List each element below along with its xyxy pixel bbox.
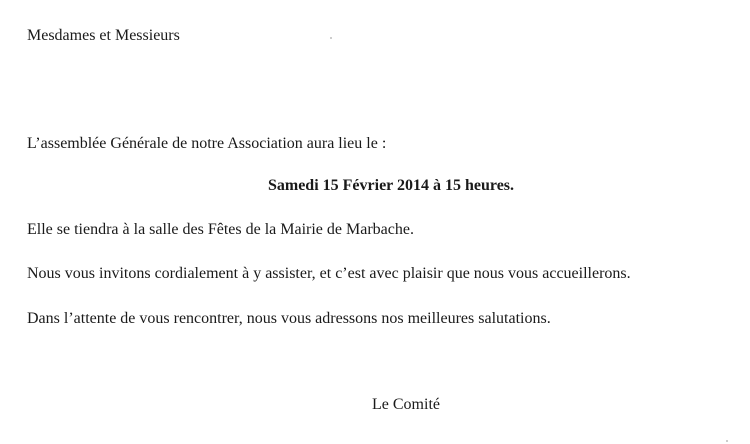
invitation-paragraph: Nous vous invitons cordialement à y assister, et c’est avec plaisir que nous vous accueillerons. bbox=[27, 265, 631, 282]
scan-speck bbox=[726, 440, 728, 442]
scan-speck bbox=[330, 37, 332, 39]
signature: Le Comité bbox=[372, 396, 440, 413]
closing-paragraph: Dans l’attente de vous rencontrer, nous vous adressons nos meilleures salutations. bbox=[27, 310, 551, 327]
meeting-date: Samedi 15 Février 2014 à 15 heures. bbox=[267, 177, 515, 194]
venue-paragraph: Elle se tiendra à la salle des Fêtes de la Mairie de Marbache. bbox=[27, 221, 414, 238]
intro-paragraph: L’assemblée Générale de notre Association aura lieu le : bbox=[27, 135, 387, 152]
salutation: Mesdames et Messieurs bbox=[27, 27, 180, 44]
